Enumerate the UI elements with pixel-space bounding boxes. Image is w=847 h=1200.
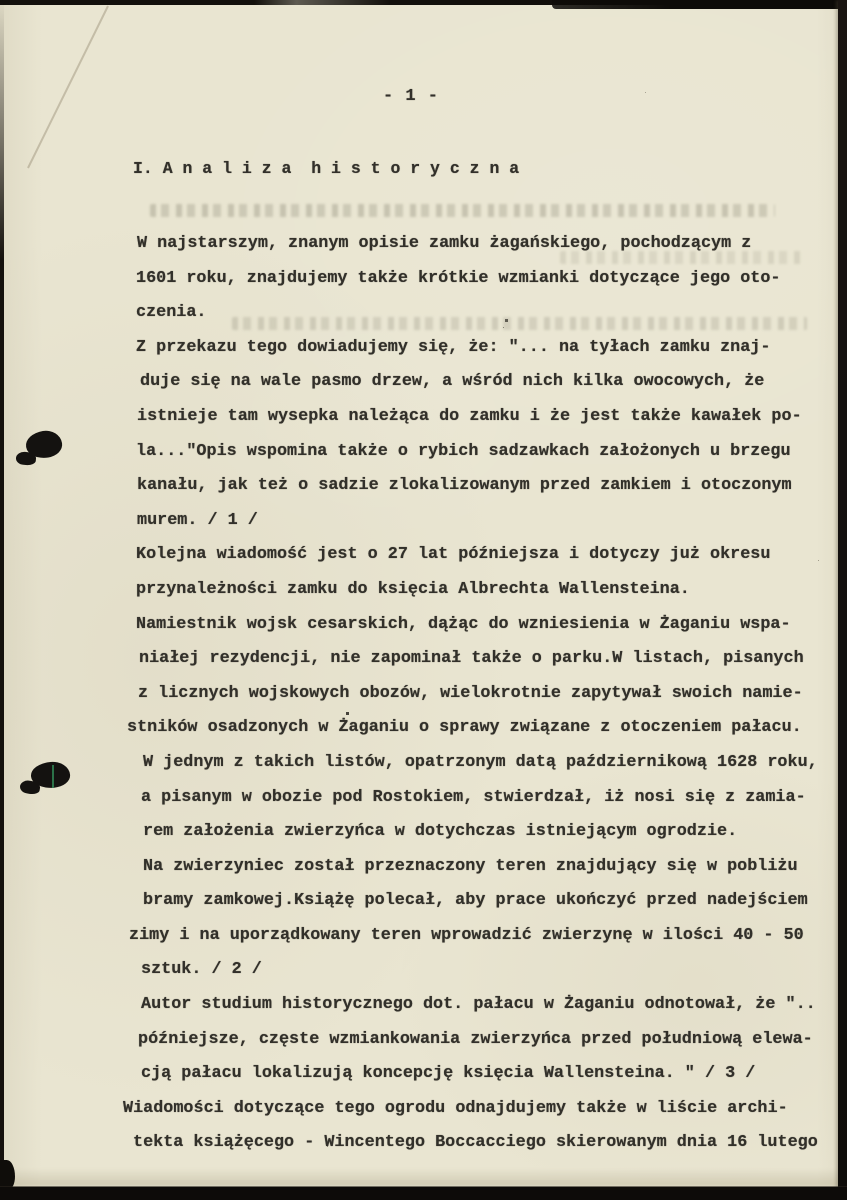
scan-edge-left bbox=[0, 0, 4, 1200]
typewritten-line: stników osadzonych w Żaganiu o sprawy związane z otoczeniem pałacu. bbox=[127, 718, 802, 738]
scan-edge-bottom bbox=[0, 1187, 847, 1200]
section-heading: I. A n a l i z a h i s t o r y c z n a bbox=[133, 159, 520, 178]
typewritten-line: W najstarszym, znanym opisie zamku żagańskiego, pochodzącym z bbox=[137, 234, 752, 253]
typewritten-line: W jednym z takich listów, opatrzonym datą październikową 1628 roku, bbox=[143, 752, 818, 772]
typewritten-line: bramy zamkowej.Książę polecał, aby prace ukończyć przed nadejściem bbox=[143, 891, 808, 911]
typewritten-line: duje się na wale pasmo drzew, a wśród nich kilka owocowych, że bbox=[140, 372, 765, 392]
green-scan-artifact bbox=[52, 765, 54, 788]
typewritten-line: tekta książęcego - Wincentego Boccacciego skierowanym dnia 16 lutego bbox=[133, 1133, 818, 1153]
bleed-through-smudge bbox=[150, 204, 775, 217]
typewritten-line: kanału, jak też o sadzie zlokalizowanym przed zamkiem i otoczonym bbox=[137, 476, 792, 496]
typewritten-line: la..."Opis wspomina także o rybich sadzawkach założonych u brzegu bbox=[136, 441, 791, 461]
typewritten-line: przynależności zamku do księcia Albrechta Wallensteina. bbox=[136, 579, 690, 599]
typewritten-line: a pisanym w obozie pod Rostokiem, stwierdzał, iż nosi się z zamia- bbox=[141, 787, 806, 807]
scan-edge-mark bbox=[0, 1160, 15, 1190]
typewritten-line: Na zwierzyniec został przeznaczony teren znajdujący się w pobliżu bbox=[143, 856, 798, 876]
typewritten-line: istnieje tam wysepka należąca do zamku i że jest także kawałek po- bbox=[137, 406, 802, 426]
typewritten-line: Namiestnik wojsk cesarskich, dążąc do wzniesienia w Żaganiu wspa- bbox=[136, 614, 791, 634]
typewritten-line: czenia. bbox=[136, 303, 207, 323]
page-number: - 1 - bbox=[383, 87, 440, 106]
typewritten-line: rem założenia zwierzyńca w dotychczas istniejącym ogrodzie. bbox=[143, 822, 738, 842]
typewritten-line: sztuk. / 2 / bbox=[141, 960, 262, 980]
typewritten-line: z licznych wojskowych obozów, wielokrotnie zapytywał swoich namie- bbox=[138, 683, 803, 703]
typewritten-line: niałej rezydencji, nie zapominał także o parku.W listach, pisanych bbox=[139, 649, 804, 669]
typewritten-text bbox=[123, 227, 839, 1161]
scan-edge-top-right bbox=[552, 0, 847, 9]
typewritten-line: murem. / 1 / bbox=[137, 510, 258, 530]
paper-fold-shadow bbox=[0, 1168, 847, 1186]
typewritten-line: Autor studium historycznego dot. pałacu w Żaganiu odnotował, że ".. bbox=[141, 995, 816, 1015]
typewritten-line: późniejsze, częste wzmiankowania zwierzyńca przed południową elewa- bbox=[138, 1029, 813, 1049]
scan-edge-right bbox=[838, 0, 847, 1200]
typewritten-line: Wiadomości dotyczące tego ogrodu odnajdujemy także w liście archi- bbox=[123, 1098, 788, 1118]
typewritten-line: zimy i na uporządkowany teren wprowadzić zwierzynę w ilości 40 - 50 bbox=[129, 925, 804, 945]
typewritten-line: Z przekazu tego dowiadujemy się, że: "... na tyłach zamku znaj- bbox=[136, 337, 771, 357]
typewritten-line: cją pałacu lokalizują koncepcję księcia Wallensteina. " / 3 / bbox=[141, 1064, 756, 1084]
typewritten-line: Kolejna wiadomość jest o 27 lat późniejsza i dotyczy już okresu bbox=[136, 545, 771, 565]
typewritten-line: 1601 roku, znajdujemy także krótkie wzmianki dotyczące jego oto- bbox=[136, 268, 781, 288]
